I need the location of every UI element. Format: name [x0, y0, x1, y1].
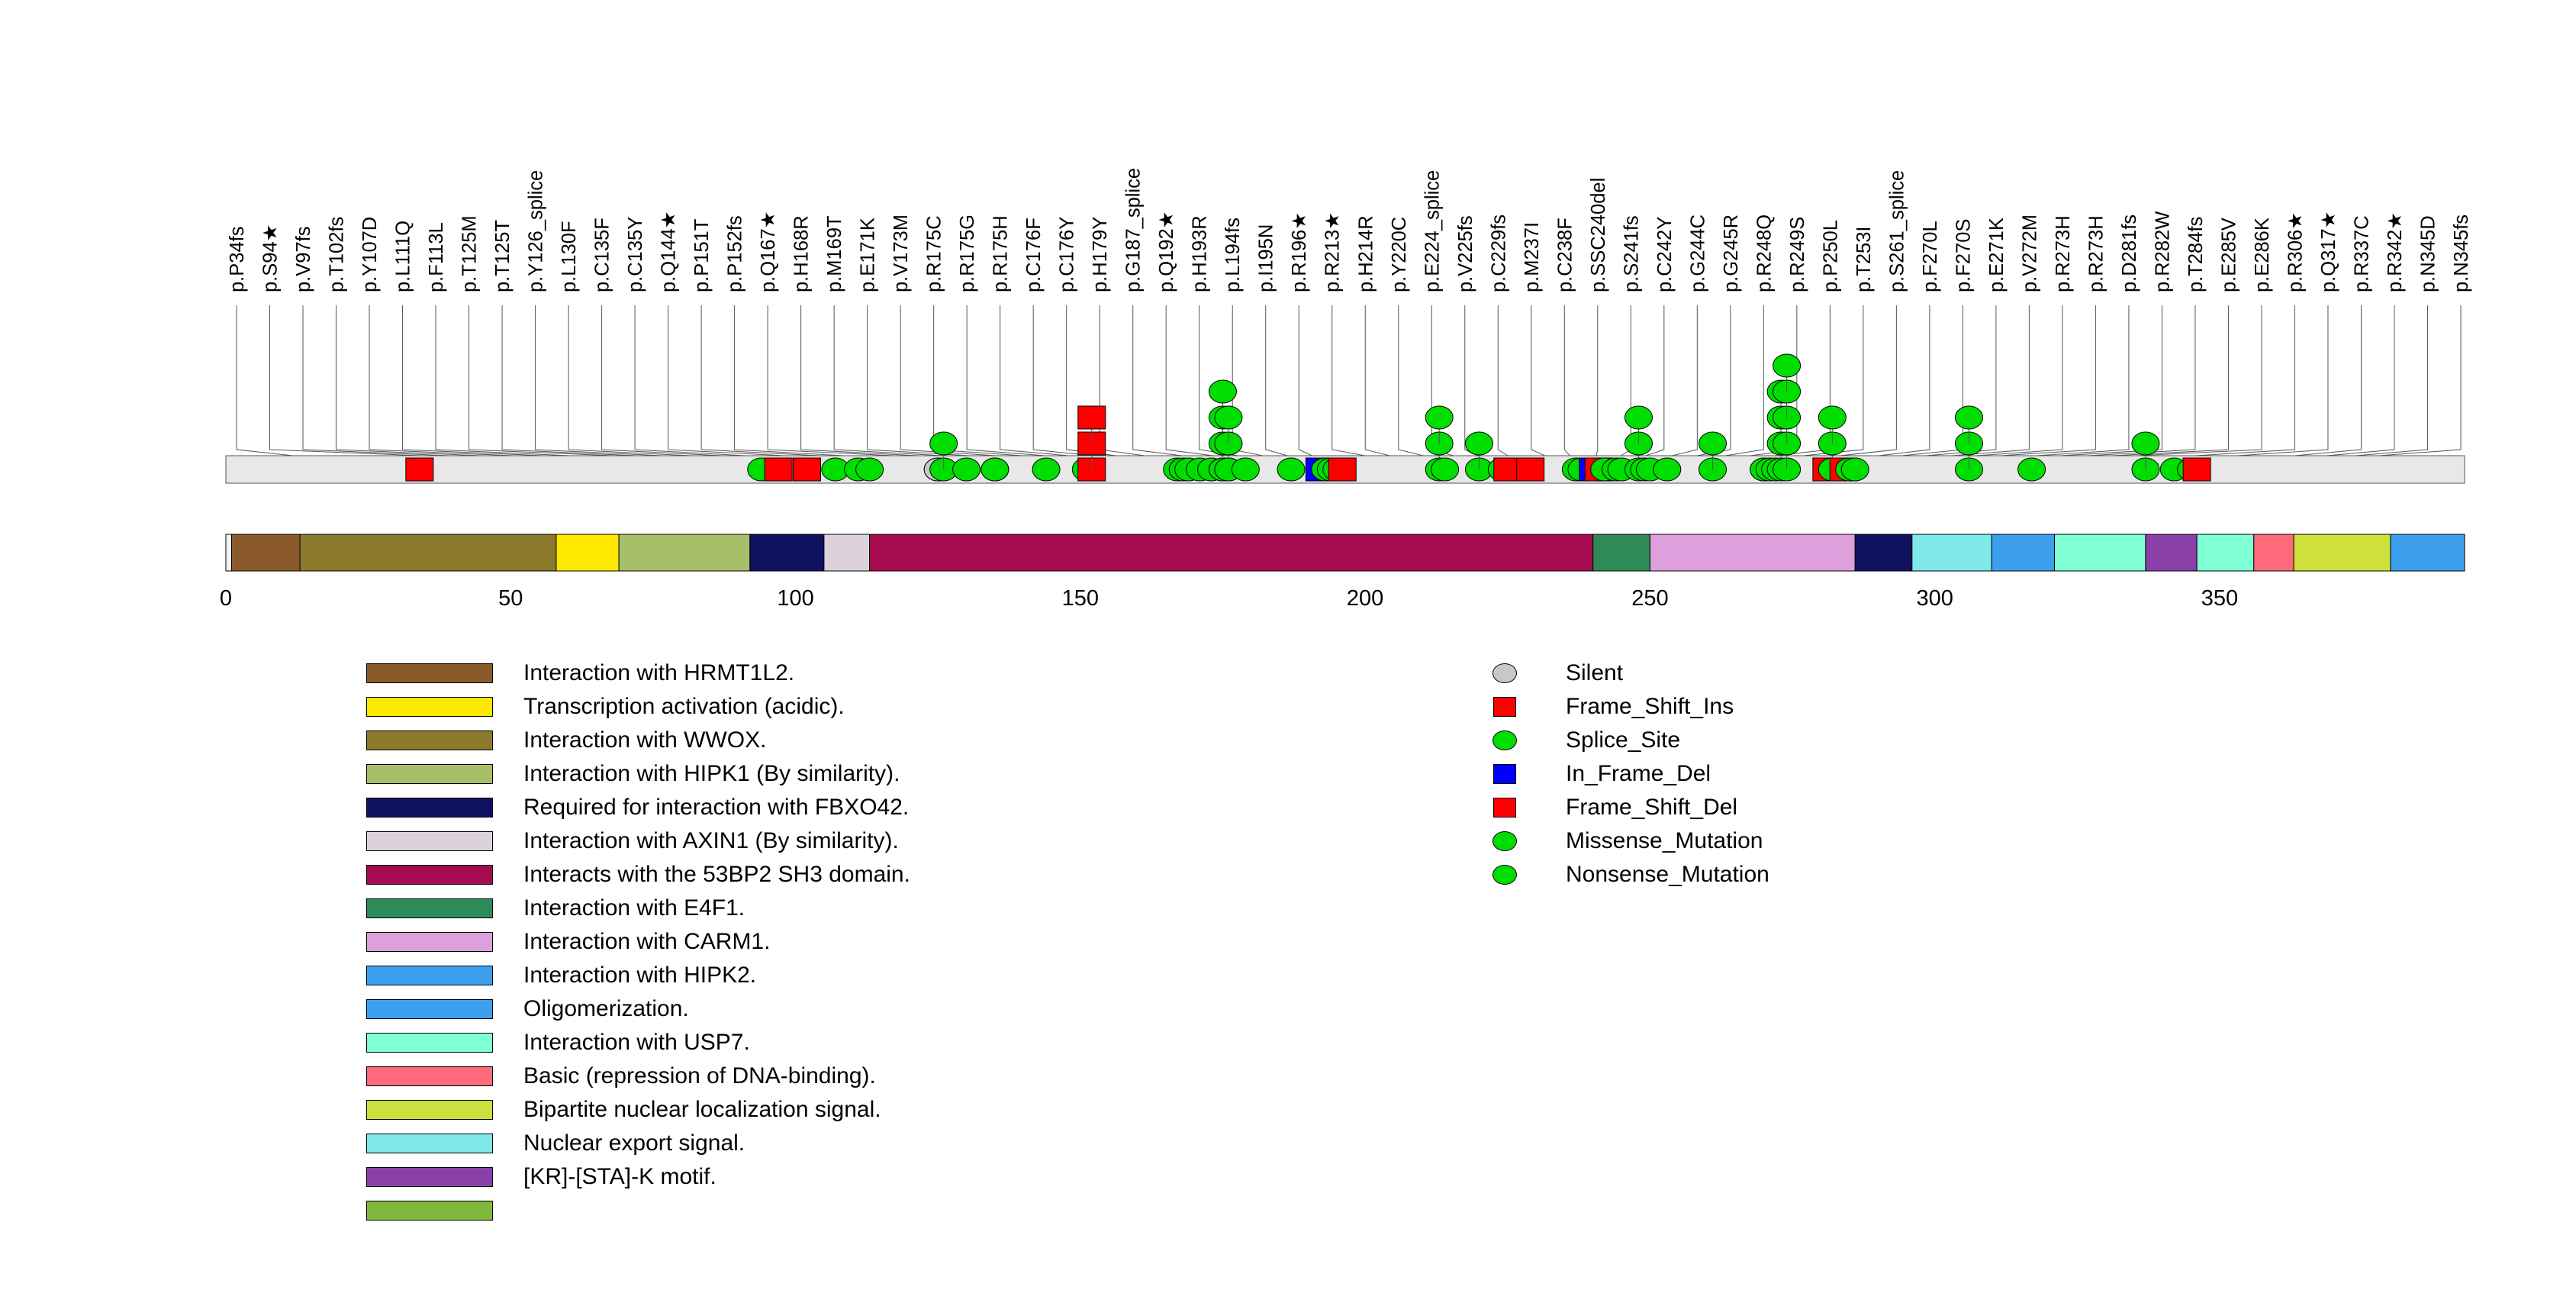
mutation-marker: [981, 458, 1009, 481]
circle-icon: [1492, 730, 1517, 750]
axis-tick-label: 0: [219, 586, 233, 611]
domain-region: [750, 534, 824, 571]
mutation-label: p.H214R: [1355, 215, 1377, 292]
axis-tick-label: 300: [1916, 586, 1953, 611]
domain-region: [2146, 534, 2197, 571]
domain-color-swatch: [366, 1134, 493, 1153]
domain-legend-item: [366, 1093, 910, 1127]
domain-legend: [366, 656, 910, 1227]
mutation-label: p.SSC240del: [1587, 177, 1609, 292]
mutation-label: p.R306★: [2285, 211, 2307, 292]
mutation-legend-label: Splice_Site: [1566, 727, 1681, 753]
domain-legend-item: [366, 724, 910, 757]
mutation-label: p.Q144★: [658, 211, 680, 292]
mutation-legend-label: Nonsense_Mutation: [1566, 862, 1769, 887]
domain-legend-label: Interaction with CARM1.: [523, 929, 771, 954]
domain-legend-label: Interaction with USP7.: [523, 1030, 750, 1055]
mutation-label: p.C242Y: [1653, 216, 1676, 292]
domain-legend-item: [366, 1127, 910, 1160]
axis-tick-label: 250: [1631, 586, 1669, 611]
domain-color-swatch: [366, 1167, 493, 1187]
mutation-label: p.Y107D: [359, 216, 382, 292]
mutation-label: p.C135Y: [625, 216, 647, 292]
mutation-marker: [765, 458, 792, 481]
domain-legend-item: [366, 992, 910, 1026]
mutation-label: p.L111Q: [392, 220, 414, 292]
mutation-marker: [1841, 458, 1869, 481]
mutation-label: p.E171K: [857, 218, 879, 292]
mutation-legend-marker: [1488, 764, 1521, 784]
domain-legend-label: Interaction with HIPK2.: [523, 963, 757, 988]
mutation-label: p.R175H: [990, 215, 1012, 292]
mutation-label: p.C229fs: [1488, 214, 1510, 292]
domain-region: [2254, 534, 2294, 571]
mutation-label: p.R342★: [2384, 211, 2406, 292]
domain-region: [2197, 534, 2254, 571]
mutation-label: p.V97fs: [293, 226, 315, 292]
domain-legend-item: [366, 656, 910, 690]
mutation-legend-item: [1488, 656, 1769, 690]
mutation-label: p.P152fs: [724, 215, 746, 292]
mutation-label: p.Q317★: [2317, 211, 2339, 292]
mutation-label: p.C238F: [1554, 218, 1576, 292]
mutation-legend-item: [1488, 690, 1769, 724]
domain-legend-label: Interaction with HRMT1L2.: [523, 660, 795, 685]
mutation-marker: [406, 458, 433, 481]
mutation-marker: [1032, 458, 1060, 481]
mutation-label: p.Y126_splice: [525, 169, 547, 292]
domain-region: [1593, 534, 1650, 571]
mutation-label: p.M237I: [1521, 221, 1543, 292]
mutation-label: p.H179Y: [1090, 216, 1112, 292]
mutation-legend-label: Frame_Shift_Ins: [1566, 694, 1734, 719]
mutation-legend-label: Frame_Shift_Del: [1566, 795, 1738, 820]
domain-legend-label: Bipartite nuclear localization signal.: [523, 1097, 881, 1122]
mutation-label: p.R213★: [1322, 211, 1344, 292]
mutation-label: p.R196★: [1289, 211, 1311, 292]
domain-legend-label: Interaction with E4F1.: [523, 895, 745, 921]
domain-color-swatch: [366, 663, 493, 683]
mutation-legend-marker: [1488, 831, 1521, 851]
mutation-label: p.C176F: [1023, 218, 1045, 292]
mutation-marker: [1653, 458, 1681, 481]
domain-legend-item: [366, 1059, 910, 1093]
square-icon: [1493, 764, 1516, 784]
mutation-label: p.P250L: [1820, 219, 1842, 292]
domain-legend-item: [366, 892, 910, 925]
mutation-label: p.N345D: [2417, 215, 2439, 292]
square-icon: [1493, 697, 1516, 717]
axis-tick-label: 350: [2201, 586, 2239, 611]
mutation-label: p.G245R: [1720, 214, 1742, 292]
mutation-marker: [953, 458, 980, 481]
mutation-label: p.E286K: [2251, 218, 2273, 292]
domain-region: [556, 534, 619, 571]
domain-region: [619, 534, 750, 571]
mutation-label: p.C135F: [591, 218, 613, 292]
mutation-label: p.F270S: [1953, 218, 1975, 292]
domain-color-swatch: [366, 764, 493, 784]
mutation-marker: [2132, 432, 2159, 455]
mutation-legend-marker: [1488, 697, 1521, 717]
circle-icon: [1492, 831, 1517, 851]
domain-region: [300, 534, 556, 571]
mutation-legend-label: Missense_Mutation: [1566, 828, 1763, 853]
domain-color-swatch: [366, 966, 493, 985]
square-icon: [1493, 798, 1516, 818]
domain-region: [870, 534, 1593, 571]
domain-region: [1855, 534, 1912, 571]
mutation-label: p.E271K: [1985, 218, 2008, 292]
domain-region: [1650, 534, 1855, 571]
axis-tick-label: 100: [777, 586, 814, 611]
domain-legend-item: [366, 1160, 910, 1194]
domain-legend-item: [366, 925, 910, 959]
mutation-label: p.L194fs: [1222, 218, 1245, 292]
mutation-legend-item: [1488, 791, 1769, 824]
mutation-label: p.C176Y: [1056, 216, 1078, 292]
mutation-marker: [1215, 406, 1242, 429]
mutation-marker: [1277, 458, 1305, 481]
domain-region: [2391, 534, 2465, 571]
mutation-type-legend: [1488, 656, 1769, 892]
mutation-legend-marker: [1488, 730, 1521, 750]
mutation-label: p.R273H: [2052, 215, 2074, 292]
mutation-label: p.R337C: [2351, 215, 2373, 292]
domain-legend-item: [366, 690, 910, 724]
mutation-label: p.V173M: [890, 214, 913, 292]
mutation-marker: [1328, 458, 1356, 481]
domain-legend-item: [366, 824, 910, 858]
mutation-label: p.P151T: [691, 218, 713, 292]
domain-color-swatch: [366, 1066, 493, 1086]
domain-color-swatch: [366, 1201, 493, 1221]
mutation-label: p.H193R: [1189, 215, 1211, 292]
domain-legend-label: Interacts with the 53BP2 SH3 domain.: [523, 862, 910, 887]
mutation-label: p.Q192★: [1156, 211, 1178, 292]
circle-icon: [1492, 865, 1517, 885]
mutation-label: p.N345fs: [2451, 214, 2472, 292]
mutation-marker: [1425, 406, 1453, 429]
mutation-label: p.S261_splice: [1886, 169, 1908, 292]
mutation-marker: [1699, 432, 1727, 455]
axis-tick-label: 200: [1346, 586, 1384, 611]
mutation-label: p.G244C: [1687, 214, 1709, 292]
mutation-label: p.V225fs: [1454, 215, 1476, 292]
mutation-marker: [1465, 432, 1492, 455]
mutation-label: p.T125M: [459, 215, 481, 292]
domain-color-swatch: [366, 865, 493, 885]
mutation-legend-item: [1488, 858, 1769, 892]
mutation-label: p.T102fs: [326, 216, 348, 292]
domain-color-swatch: [366, 1033, 493, 1053]
domain-color-swatch: [366, 1100, 493, 1120]
mutation-marker: [1818, 406, 1846, 429]
mutation-marker: [793, 458, 820, 481]
mutation-legend-marker: [1488, 663, 1521, 683]
mutation-label: p.R273H: [2085, 215, 2107, 292]
mutation-label: p.Y220C: [1388, 216, 1410, 292]
mutation-marker: [1517, 458, 1544, 481]
domain-legend-label: Oligomerization.: [523, 996, 689, 1021]
domain-color-swatch: [366, 697, 493, 717]
domain-legend-label: Transcription activation (acidic).: [523, 694, 845, 719]
mutation-label: p.V272M: [2019, 214, 2041, 292]
mutation-marker: [1078, 406, 1106, 429]
mutation-label: p.F113L: [426, 222, 448, 292]
domain-legend-label: Required for interaction with FBXO42.: [523, 795, 910, 820]
mutation-label: p.T125T: [492, 220, 514, 292]
mutation-label: p.G187_splice: [1122, 167, 1145, 292]
mutation-marker: [1232, 458, 1259, 481]
mutation-label: p.E285V: [2218, 218, 2240, 292]
domain-legend-item: [366, 757, 910, 791]
circle-icon: [1492, 663, 1517, 683]
domain-legend-label: [KR]-[STA]-K motif.: [523, 1164, 716, 1189]
mutation-label: p.S94★: [259, 224, 282, 292]
domain-legend-label: Basic (repression of DNA-binding).: [523, 1063, 876, 1088]
mutation-legend-item: [1488, 757, 1769, 791]
mutation-marker: [2183, 458, 2211, 481]
mutation-marker: [1209, 380, 1236, 403]
mutation-marker: [2018, 458, 2046, 481]
mutation-label: p.F270L: [1919, 221, 1941, 292]
axis-tick-label: 150: [1061, 586, 1100, 611]
mutation-label: p.R175C: [923, 215, 945, 292]
domain-region: [231, 534, 300, 571]
mutation-label: p.R282W: [2152, 211, 2174, 292]
mutation-label: p.D281fs: [2118, 214, 2140, 292]
mutation-label: p.L130F: [559, 221, 581, 292]
mutation-label: p.R248Q: [1753, 214, 1776, 292]
domain-region: [2294, 534, 2391, 571]
domain-color-swatch: [366, 730, 493, 750]
domain-legend-item: [366, 791, 910, 824]
mutation-label: p.R175G: [957, 214, 979, 292]
domain-region: [824, 534, 870, 571]
mutation-legend-label: Silent: [1566, 660, 1624, 685]
domain-region: [1992, 534, 2054, 571]
mutation-marker: [1431, 458, 1459, 481]
domain-color-swatch: [366, 831, 493, 851]
mutation-marker: [1955, 406, 1982, 429]
domain-color-swatch: [366, 798, 493, 818]
domain-legend-item: [366, 858, 910, 892]
mutation-label: p.P34fs: [227, 226, 248, 292]
mutation-label: p.S241fs: [1621, 215, 1643, 292]
mutation-label: p.E224_splice: [1422, 169, 1444, 292]
mutation-label: p.H168R: [791, 215, 813, 292]
mutation-legend-item: [1488, 724, 1769, 757]
mutation-label: p.M169T: [824, 215, 846, 292]
mutation-marker: [856, 458, 884, 481]
mutation-legend-marker: [1488, 798, 1521, 818]
mutation-label: p.Q167★: [758, 211, 780, 292]
domain-legend-item: [366, 1026, 910, 1059]
mutation-legend-marker: [1488, 865, 1521, 885]
domain-color-swatch: [366, 898, 493, 918]
domain-legend-item: [366, 959, 910, 992]
mutation-label: p.T253I: [1853, 226, 1875, 292]
mutation-label: p.T284fs: [2185, 216, 2207, 292]
mutation-marker: [1624, 406, 1652, 429]
domain-region: [2054, 534, 2145, 571]
domain-region: [1912, 534, 1992, 571]
mutation-legend-label: In_Frame_Del: [1566, 761, 1711, 786]
mutation-label: p.R249S: [1786, 216, 1808, 292]
axis-tick-label: 50: [498, 586, 523, 611]
domain-legend-item: [366, 1194, 910, 1227]
domain-color-swatch: [366, 999, 493, 1019]
mutation-marker: [1773, 354, 1801, 377]
domain-legend-label: Interaction with WWOX.: [523, 727, 767, 753]
domain-color-swatch: [366, 932, 493, 952]
mutation-legend-item: [1488, 824, 1769, 858]
domain-legend-label: Interaction with AXIN1 (By similarity).: [523, 828, 899, 853]
domain-legend-label: Nuclear export signal.: [523, 1130, 745, 1156]
mutation-marker: [930, 432, 958, 455]
domain-legend-label: Interaction with HIPK1 (By similarity).: [523, 761, 900, 786]
mutation-label: p.I195N: [1255, 224, 1277, 292]
